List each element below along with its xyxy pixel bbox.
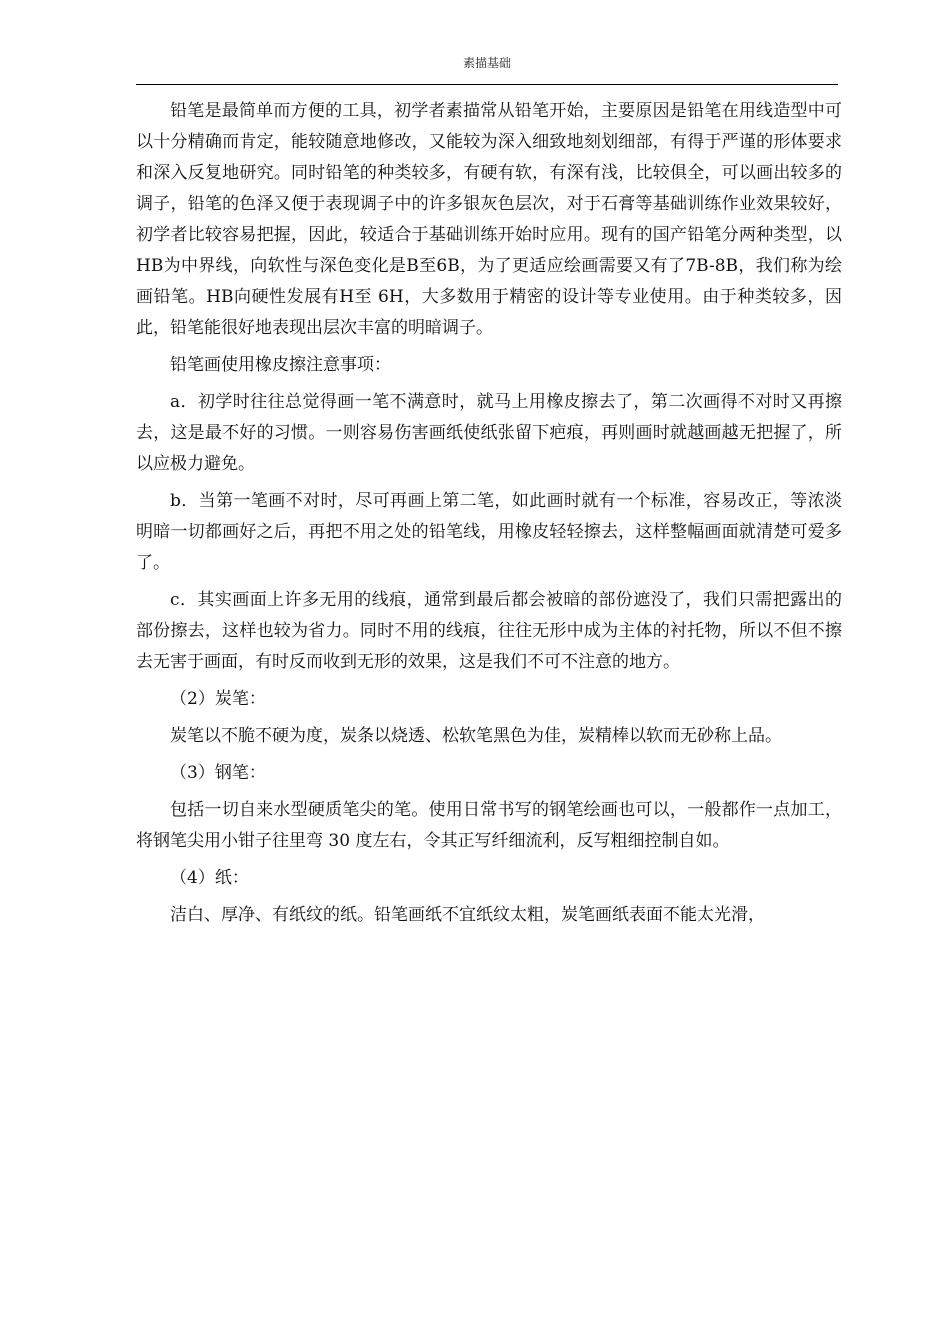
paragraph-pencil-intro: 铅笔是最简单而方便的工具，初学者素描常从铅笔开始，主要原因是铅笔在用线造型中可以十分精确而肯定，能较随意地修改，又能较为深入细致地刻划细部，有得于严谨的形体要求和深入反复地研究。同时铅笔的种类较多，有硬有软，有深有浅，比较俱全，可以画出较多的调子，铅笔的色泽又便于表现调子中的许多银灰色层次，对于石膏等基础训练作业效果较好，初学者比较容易把握，因此，较适合于基础训练开始时应用。现有的国产铅笔分两种类型，以HB为中界线，向软性与深色变化是B至6B，为了更适应绘画需要又有了7B-8B，我们称为绘画铅笔。HB向硬性发展有H至 6H，大多数用于精密的设计等专业使用。由于种类较多，因此，铅笔能很好地表现出层次丰富的明暗调子。 — [136, 101, 842, 338]
paragraph-eraser-a: a．初学时往往总觉得画一笔不满意时，就马上用橡皮擦去了，第二次画得不对时又再擦去，这是最不好的习惯。一则容易伤害画纸使纸张留下疤痕，再则画时就越画越无把握了，所以应极力避免。 — [136, 392, 842, 474]
paragraph-pen: 包括一切自来水型硬质笔尖的笔。使用日常书写的钢笔绘画也可以，一般都作一点加工，将钢笔尖用小钳子往里弯 30 度左右，令其正写纤细流利，反写粗细控制自如。 — [136, 800, 842, 851]
running-header: 素描基础 — [462, 56, 511, 70]
section-heading-charcoal: （2）炭笔： — [170, 689, 266, 709]
paragraph-charcoal: 炭笔以不脆不硬为度，炭条以烧透、松软笔黑色为佳，炭精棒以软而无砂称上品。 — [170, 726, 782, 746]
document-body — [136, 96, 842, 937]
section-heading-paper: （4）纸： — [170, 868, 249, 888]
paragraph-eraser-b: b．当第一笔画不对时，尽可再画上第二笔，如此画时就有一个标准，容易改正，等浓淡明暗一切都画好之后，再把不用之处的铅笔线，用橡皮轻轻擦去，这样整幅画面就清楚可爱多了。 — [136, 491, 842, 573]
paragraph-eraser-heading: 铅笔画使用橡皮擦注意事项： — [170, 355, 391, 375]
section-heading-pen: （3）钢笔： — [170, 763, 266, 783]
header-divider — [136, 84, 838, 85]
paragraph-paper: 洁白、厚净、有纸纹的纸。铅笔画纸不宜纸纹太粗，炭笔画纸表面不能太光滑， — [170, 905, 765, 925]
paragraph-eraser-c: c．其实画面上许多无用的线痕，通常到最后都会被暗的部份遮没了，我们只需把露出的部份擦去，这样也较为省力。同时不用的线痕，往往无形中成为主体的衬托物，所以不但不擦去无害于画面，有时反而收到无形的效果，这是我们不可不注意的地方。 — [136, 590, 842, 672]
